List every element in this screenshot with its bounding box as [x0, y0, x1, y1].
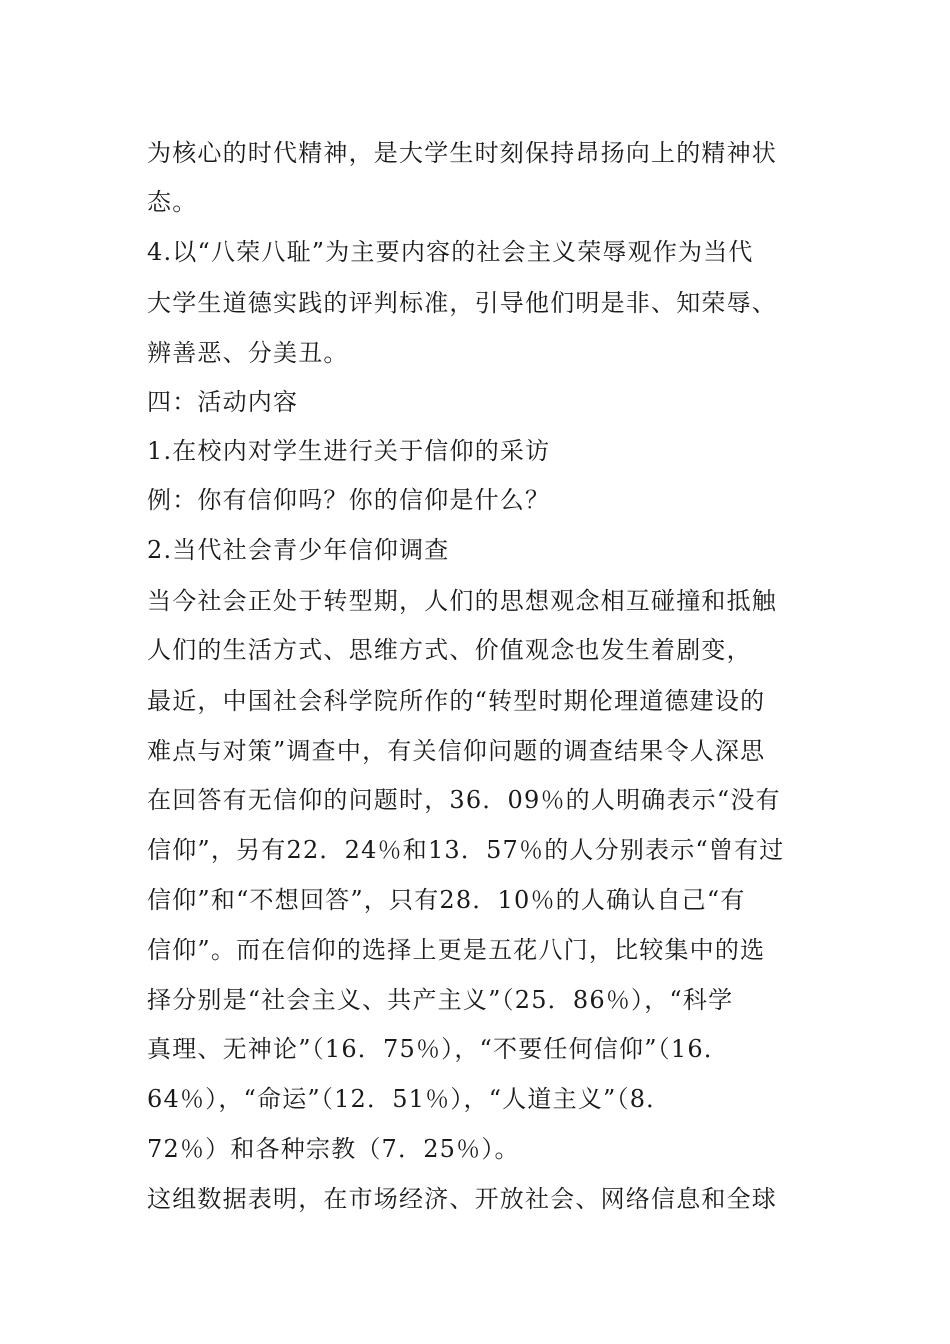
text-line: 4.以“八荣八耻”为主要内容的社会主义荣辱观作为当代 [147, 238, 754, 266]
text-line: 辨善恶、分美丑。 [147, 339, 349, 367]
text-line: 这组数据表明，在市场经济、开放社会、网络信息和全球 [147, 1185, 777, 1213]
text-line: 信仰”和“不想回答”，只有28．10％的人确认自己“有 [147, 886, 746, 914]
text-line: 为核心的时代精神，是大学生时刻保持昂扬向上的精神状 [147, 139, 777, 167]
text-line: 当今社会正处于转型期，人们的思想观念相互碰撞和抵触 [147, 587, 777, 615]
text-line: 人们的生活方式、思维方式、价值观念也发生着剧变， [147, 636, 752, 664]
section-heading: 四：活动内容 [147, 388, 299, 416]
text-line: 大学生道德实践的评判标准，引导他们明是非、知荣辱、 [147, 289, 777, 317]
text-line: 在回答有无信仰的问题时，36．09％的人明确表示“没有 [147, 786, 781, 814]
text-line: 信仰”。而在信仰的选择上更是五花八门，比较集中的选 [147, 936, 766, 964]
text-line: 择分别是“社会主义、共产主义”（25．86％），“科学 [147, 986, 734, 1014]
list-item: 2.当代社会青少年信仰调查 [147, 536, 450, 564]
text-line: 例：你有信仰吗？你的信仰是什么？ [147, 486, 551, 514]
text-line: 真理、无神论”（16．75％），“不要任何信仰”（16． [147, 1035, 730, 1063]
text-line: 72％）和各种宗教（7．25％）。 [147, 1135, 520, 1163]
text-line: 最近，中国社会科学院所作的“转型时期伦理道德建设的 [147, 687, 766, 715]
text-line: 信仰”，另有22．24％和13．57％的人分别表示“曾有过 [147, 836, 785, 864]
text-line: 64％），“命运”（12．51％），“人道主义”（8． [147, 1085, 672, 1113]
text-line: 态。 [147, 188, 198, 216]
text-line: 难点与对策”调查中，有关信仰问题的调查结果令人深思 [147, 737, 766, 765]
list-item: 1.在校内对学生进行关于信仰的采访 [147, 437, 551, 465]
